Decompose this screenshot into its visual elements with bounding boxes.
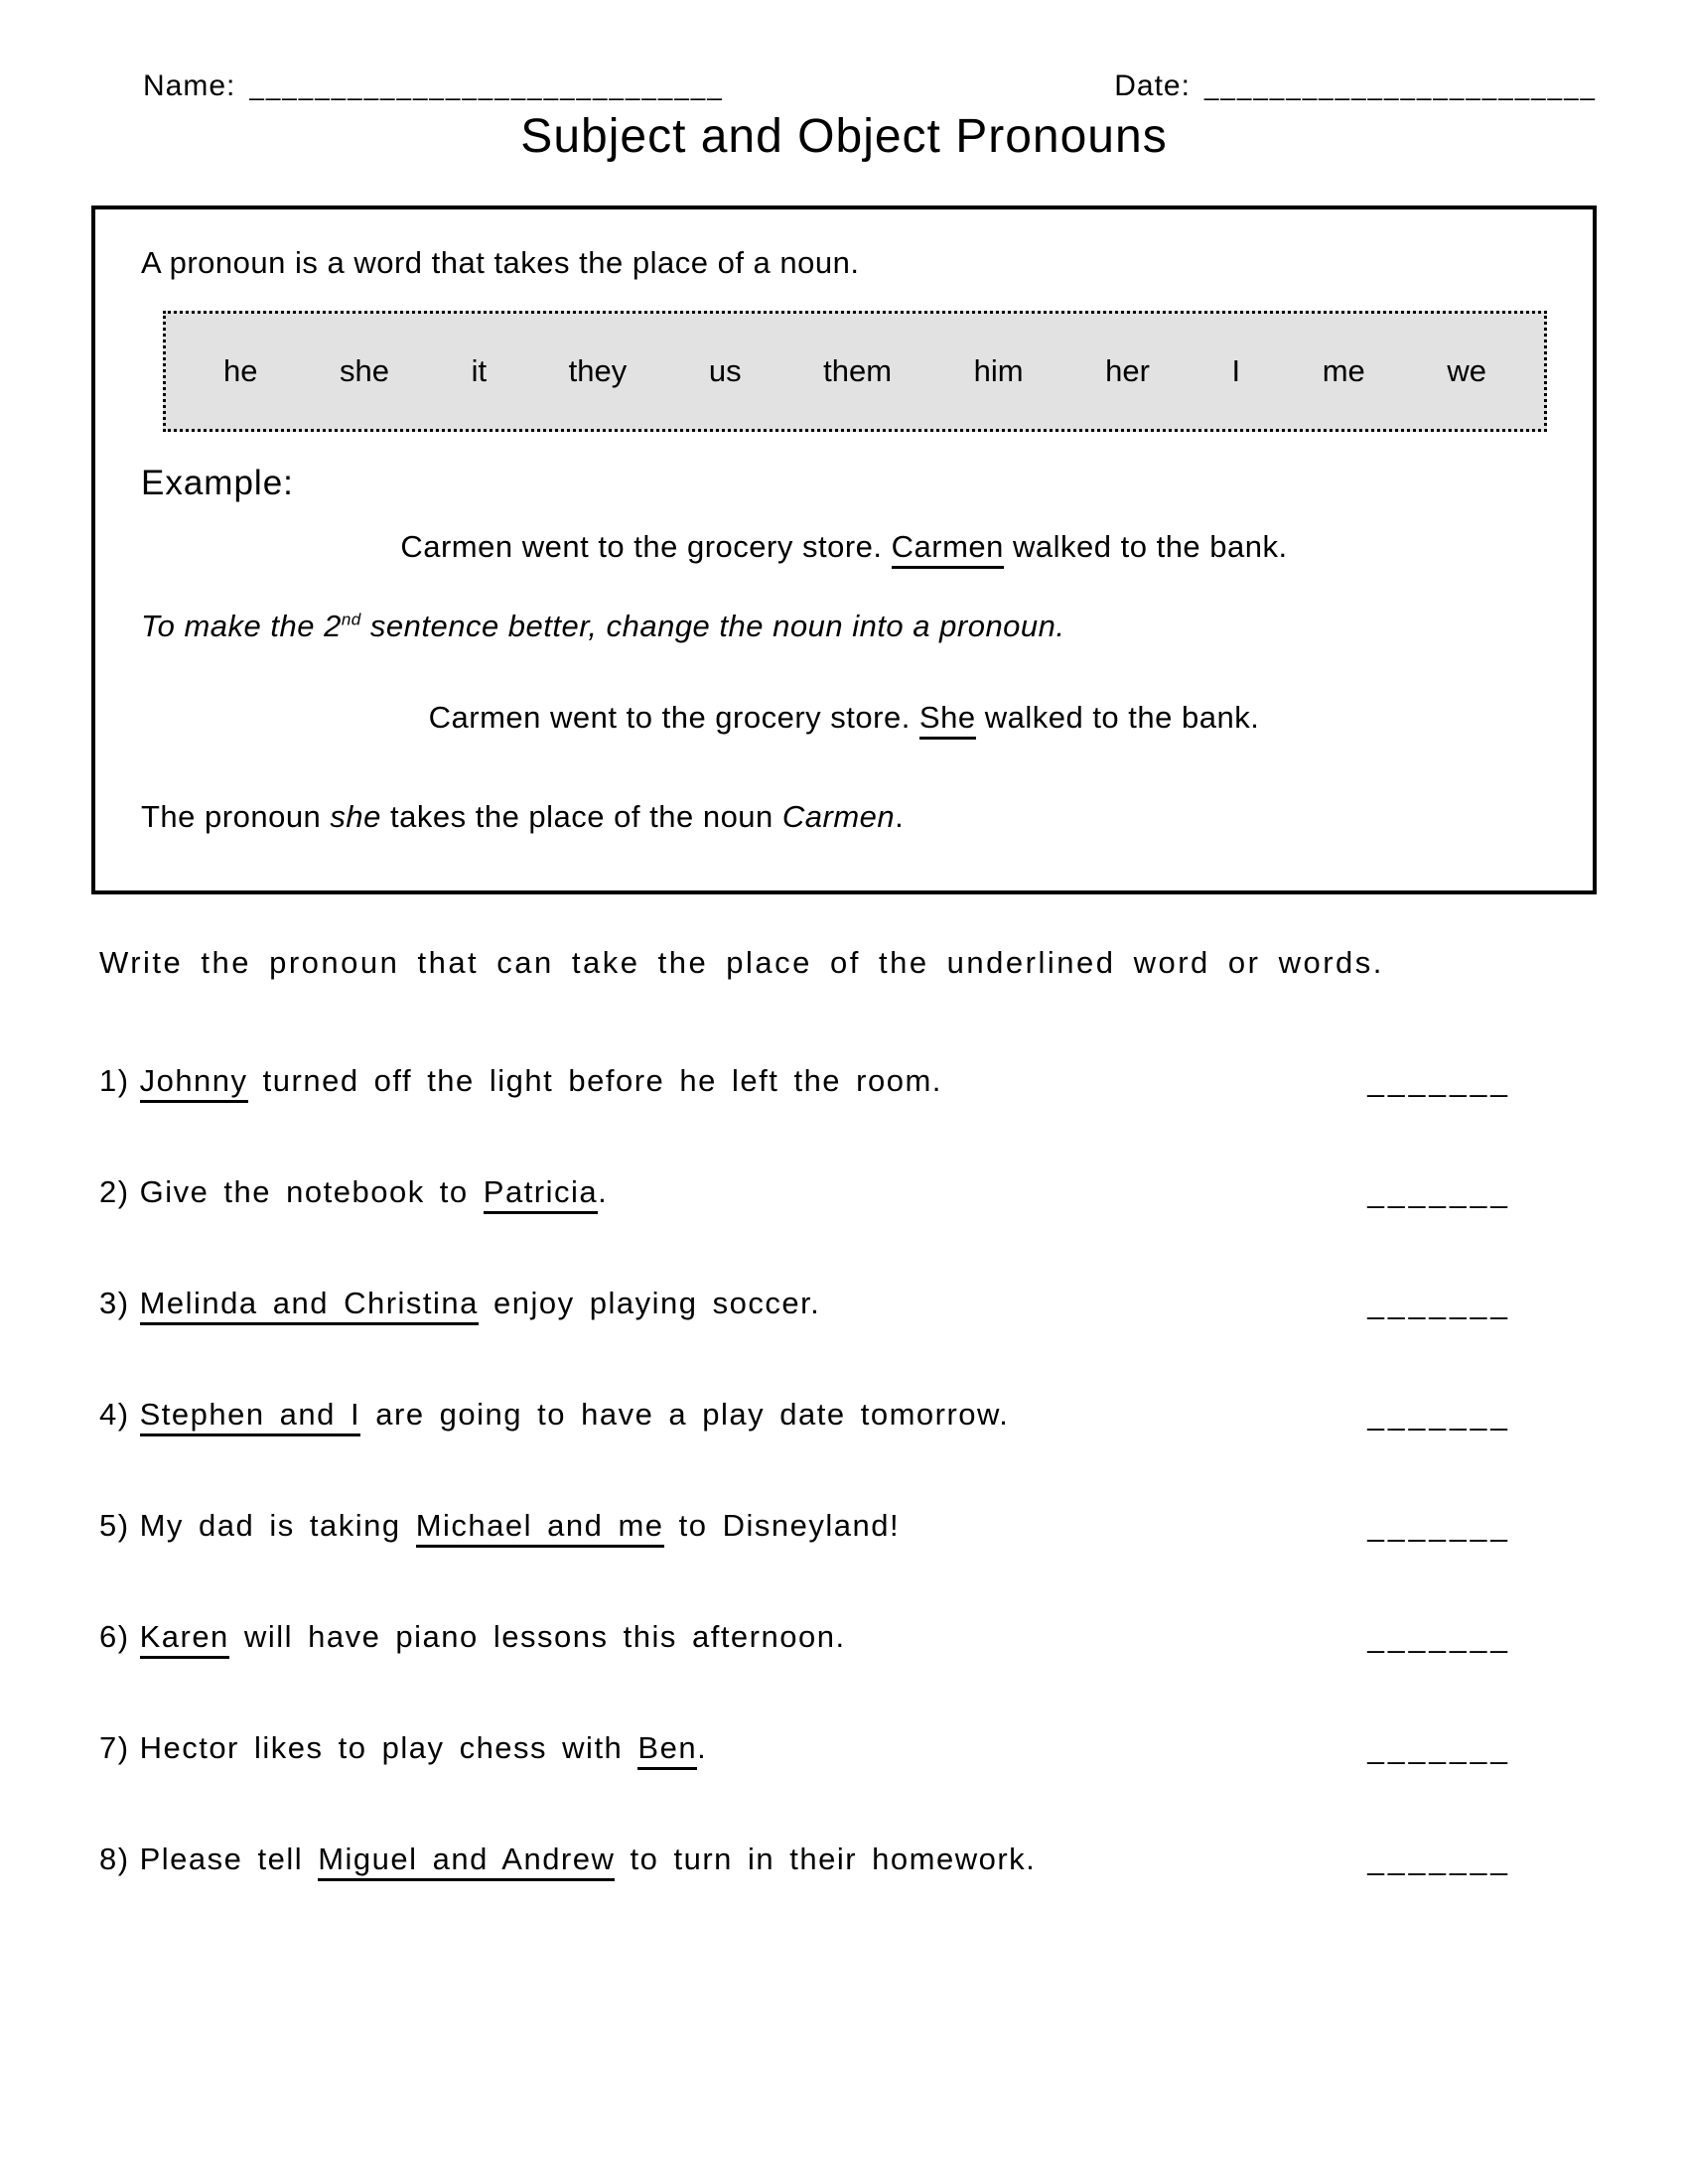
question-text xyxy=(91,1842,1036,1877)
answer-blank: _______ xyxy=(1367,1287,1511,1320)
question-text xyxy=(91,1174,608,1210)
underlined-text: Melinda and Christina xyxy=(140,1286,479,1325)
date-field xyxy=(1114,69,1597,103)
page-title: Subject and Object Pronouns xyxy=(520,110,1168,163)
text-segment: Carmen went to the grocery store. xyxy=(400,529,892,564)
text-segment: Please tell xyxy=(139,1841,319,1876)
date-blank-line: ________________________ xyxy=(1203,71,1597,101)
underlined-text: Michael and me xyxy=(416,1508,664,1548)
text-segment: walked to the bank. xyxy=(975,700,1260,735)
text-segment: to turn in their homework. xyxy=(615,1841,1037,1876)
underlined-text: Stephen and I xyxy=(140,1397,361,1436)
question-text xyxy=(91,1619,846,1655)
pronoun-bank xyxy=(163,311,1547,432)
answer-blank: _______ xyxy=(1367,1175,1511,1209)
question-number: 7) xyxy=(99,1729,130,1765)
pronoun-bank-item: they xyxy=(568,353,628,388)
question-row xyxy=(91,1063,1597,1099)
question-text xyxy=(91,1508,900,1544)
text-segment: walked to the bank. xyxy=(1003,529,1288,564)
text-segment: sentence better, change the noun into a pronoun. xyxy=(360,609,1065,643)
italic-text: Carmen xyxy=(781,799,896,834)
text-segment: Carmen went to the grocery store. xyxy=(428,700,919,735)
text-segment: enjoy playing soccer. xyxy=(478,1285,821,1320)
answer-blank: _______ xyxy=(1367,1731,1511,1765)
questions-list xyxy=(91,1063,1597,1877)
answer-blank: _______ xyxy=(1367,1064,1511,1098)
question-number: 3) xyxy=(99,1285,130,1320)
pronoun-bank-item: she xyxy=(340,353,390,388)
text-segment: turned off the light before he left the room. xyxy=(247,1062,942,1098)
question-text xyxy=(91,1730,707,1766)
date-label: Date: xyxy=(1114,69,1191,102)
example-sentence-2 xyxy=(141,700,1547,736)
example-note xyxy=(141,609,1547,644)
text-segment: Hector likes to play chess with xyxy=(139,1729,638,1765)
underlined-text: Johnny xyxy=(140,1063,248,1103)
question-number: 4) xyxy=(99,1396,130,1432)
text-segment: . xyxy=(598,1173,609,1209)
question-row xyxy=(91,1397,1597,1433)
italic-text: she xyxy=(330,799,381,834)
text-segment: are going to have a play date tomorrow. xyxy=(360,1396,1010,1432)
question-number: 1) xyxy=(99,1062,130,1098)
pronoun-bank-item: it xyxy=(471,353,488,388)
question-number: 6) xyxy=(99,1618,130,1654)
text-segment: takes the place of the noun xyxy=(380,799,782,834)
question-row xyxy=(91,1619,1597,1655)
answer-blank: _______ xyxy=(1367,1398,1511,1432)
question-text xyxy=(91,1063,942,1099)
pronoun-bank-item: he xyxy=(223,353,258,388)
name-blank-line: _____________________________ xyxy=(249,71,724,101)
question-number: 8) xyxy=(99,1841,130,1876)
text-segment: will have piano lessons this afternoon. xyxy=(228,1618,846,1654)
pronoun-bank-item: me xyxy=(1322,353,1365,388)
name-label: Name: xyxy=(143,69,236,102)
pronoun-bank-item: us xyxy=(708,353,742,388)
pronoun-bank-item: them xyxy=(823,353,893,388)
question-row xyxy=(91,1730,1597,1766)
underlined-text: Miguel and Andrew xyxy=(318,1842,615,1881)
underlined-text: Carmen xyxy=(892,529,1004,569)
question-row xyxy=(91,1174,1597,1210)
pronoun-bank-item: we xyxy=(1447,353,1486,388)
question-number: 5) xyxy=(99,1507,130,1543)
answer-blank: _______ xyxy=(1367,1843,1511,1876)
question-text xyxy=(91,1397,1009,1433)
answer-blank: _______ xyxy=(1367,1620,1511,1654)
pronoun-bank-item: I xyxy=(1231,353,1241,388)
text-segment: My dad is taking xyxy=(139,1507,416,1543)
text-segment: to Disneyland! xyxy=(663,1507,901,1543)
header-row xyxy=(91,69,1597,103)
superscript-text: nd xyxy=(341,610,361,629)
text-segment: The pronoun xyxy=(141,799,331,834)
question-number: 2) xyxy=(99,1173,130,1209)
pronoun-definition-text: A pronoun is a word that takes the place of a noun. xyxy=(141,245,860,280)
question-row xyxy=(91,1286,1597,1321)
exercise-instructions: Write the pronoun that can take the place of the underlined word or words. xyxy=(99,945,1384,980)
underlined-text: Ben xyxy=(637,1730,697,1770)
text-segment: . xyxy=(895,799,905,834)
question-text xyxy=(91,1286,820,1321)
question-row xyxy=(91,1508,1597,1544)
text-segment: To make the 2 xyxy=(141,609,342,643)
underlined-text: She xyxy=(919,700,976,740)
question-row xyxy=(91,1842,1597,1877)
example-label: Example: xyxy=(141,464,294,502)
answer-blank: _______ xyxy=(1367,1509,1511,1543)
definition-closing-text xyxy=(141,799,1547,835)
underlined-text: Patricia xyxy=(484,1174,598,1214)
underlined-text: Karen xyxy=(140,1619,229,1659)
name-field xyxy=(91,69,724,103)
pronoun-bank-item: her xyxy=(1105,353,1150,388)
pronoun-bank-item: him xyxy=(973,353,1024,388)
text-segment: Give the notebook to xyxy=(139,1173,484,1209)
example-sentence-1 xyxy=(141,529,1547,565)
definition-box xyxy=(91,205,1597,894)
text-segment: . xyxy=(697,1729,708,1765)
